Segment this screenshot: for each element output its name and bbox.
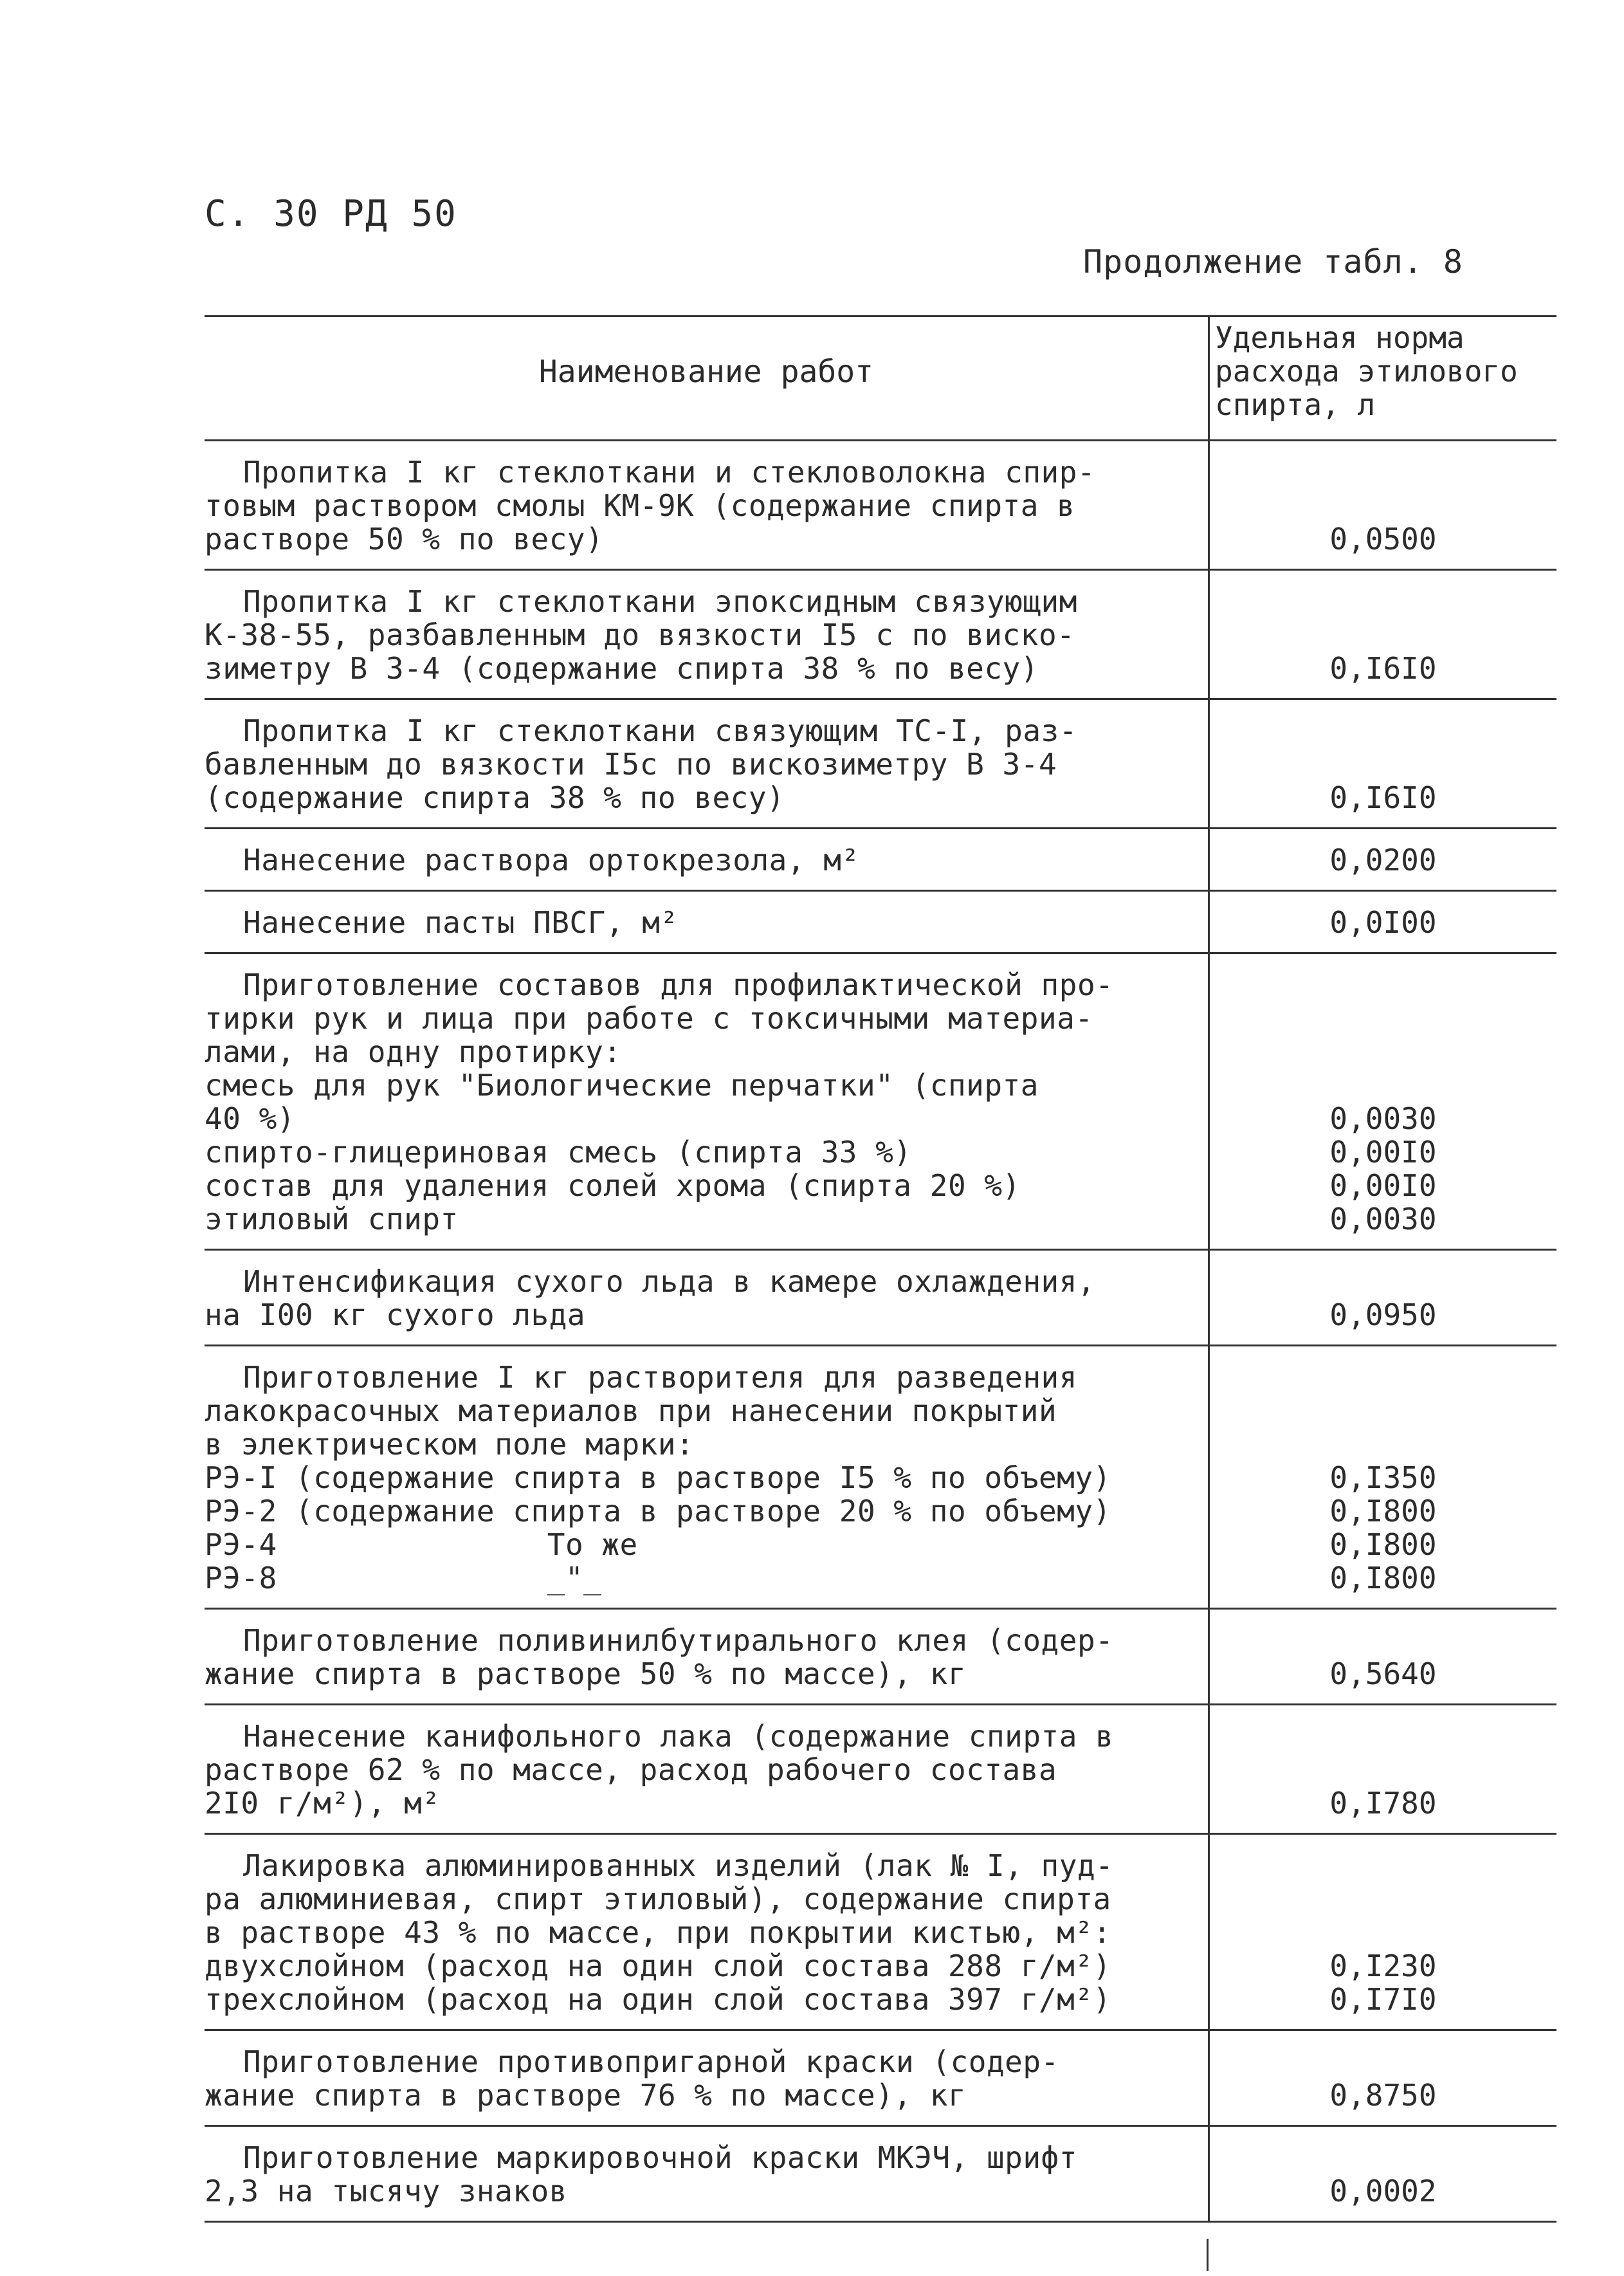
description-line: Пропитка I кг стеклоткани связующим ТС-I, раз- bbox=[243, 713, 1077, 748]
description-line: Нанесение канифольного лака (содержание спирта в bbox=[243, 1719, 1114, 1754]
description-line: (содержание спирта 38 % по весу) bbox=[205, 780, 785, 815]
description-line: в растворе 43 % по массе, при покрытии кистью, м²: bbox=[205, 1915, 1111, 1950]
description-line: товым раствором смолы КМ-9К (содержание спирта в bbox=[205, 488, 1075, 523]
description-line: лакокрасочных материалов при нанесении покрытий bbox=[205, 1393, 1057, 1428]
table-row bbox=[205, 2127, 1556, 2223]
norm-value: 0,0500 bbox=[1329, 522, 1437, 556]
sub-item-line bbox=[205, 1169, 1201, 1202]
page-reference: С. 30 РД 50 bbox=[205, 193, 457, 235]
norm-value: 0,00I0 bbox=[1329, 1135, 1437, 1170]
column-header-norm bbox=[1208, 317, 1556, 439]
norm-value: 0,I350 bbox=[1329, 1460, 1437, 1495]
norm-values bbox=[1208, 2127, 1556, 2221]
sub-item-line bbox=[205, 1983, 1201, 2016]
sub-item-line bbox=[205, 1202, 1201, 1236]
table-body bbox=[205, 441, 1556, 2223]
ditto-note: То же bbox=[547, 1527, 638, 1562]
table-row bbox=[205, 571, 1556, 700]
work-description bbox=[205, 441, 1208, 569]
description-line: Нанесение пасты ПВСГ, м² bbox=[243, 905, 679, 940]
table-row bbox=[205, 441, 1556, 571]
norm-value: 0,I6I0 bbox=[1329, 780, 1437, 815]
norm-values bbox=[1208, 2031, 1556, 2125]
norm-value: 0,00I0 bbox=[1329, 1168, 1437, 1203]
norm-value: 0,I6I0 bbox=[1329, 651, 1437, 686]
sub-item-line bbox=[205, 1494, 1201, 1528]
norm-value: 0,8750 bbox=[1329, 2078, 1437, 2113]
table-row bbox=[205, 1705, 1556, 1835]
norm-value: 0,I800 bbox=[1329, 1561, 1437, 1595]
sub-item-text: РЭ-I (содержание спирта в растворе I5 % по объему) bbox=[205, 1460, 1111, 1495]
description-line: 2I0 г/м²), м² bbox=[205, 1786, 441, 1821]
table-row bbox=[205, 892, 1556, 954]
description-line: лами, на одну протирку: bbox=[205, 1034, 622, 1069]
work-description bbox=[205, 700, 1208, 827]
description-line: в электрическом поле марки: bbox=[205, 1427, 695, 1462]
sub-item-text: смесь для рук "Биологические перчатки" (спирта bbox=[205, 1068, 1039, 1103]
sub-item-line bbox=[205, 1949, 1201, 1983]
work-description bbox=[205, 1835, 1208, 2029]
norm-values bbox=[1208, 1835, 1556, 2029]
description-line: ра алюминиевая, спирт этиловый), содержание спирта bbox=[205, 1882, 1111, 1916]
description-line: Приготовление I кг растворителя для разведения bbox=[243, 1360, 1077, 1395]
description-line: Приготовление противопригарной краски (содер- bbox=[243, 2044, 1059, 2079]
description-line: Приготовление маркировочной краски МКЭЧ, шрифт bbox=[243, 2140, 1077, 2175]
description-line: жание спирта в растворе 76 % по массе), кг bbox=[205, 2078, 967, 2113]
description-line: зиметру В 3-4 (содержание спирта 38 % по весу) bbox=[205, 651, 1039, 686]
sub-item-text: РЭ-4 bbox=[205, 1527, 277, 1562]
sub-item-text: спирто-глицериновая смесь (спирта 33 %) bbox=[205, 1135, 912, 1170]
norm-values bbox=[1208, 954, 1556, 1249]
table-row bbox=[205, 2031, 1556, 2127]
table-row bbox=[205, 1346, 1556, 1610]
norm-values bbox=[1208, 1251, 1556, 1344]
work-description bbox=[205, 1346, 1208, 1608]
description-line: жание спирта в растворе 50 % по массе), кг bbox=[205, 1657, 967, 1691]
description-line: на I00 кг сухого льда bbox=[205, 1298, 586, 1332]
norm-value: 0,I800 bbox=[1329, 1494, 1437, 1528]
description-line: Приготовление составов для профилактической про- bbox=[243, 968, 1114, 1002]
table-row bbox=[205, 1610, 1556, 1705]
work-description bbox=[205, 1705, 1208, 1833]
sub-item-line bbox=[205, 1561, 1201, 1595]
description-line: Нанесение раствора ортокрезола, м² bbox=[243, 843, 860, 877]
description-line: Пропитка I кг стеклоткани эпоксидным связующим bbox=[243, 584, 1077, 619]
description-line: Пропитка I кг стеклоткани и стекловолокна спир- bbox=[243, 455, 1096, 490]
norm-values bbox=[1208, 1705, 1556, 1833]
norms-table bbox=[205, 315, 1556, 2223]
table-row bbox=[205, 954, 1556, 1251]
table-row bbox=[205, 1835, 1556, 2031]
work-description bbox=[205, 2127, 1208, 2221]
description-line: Интенсификация сухого льда в камере охлаждения, bbox=[243, 1264, 1096, 1299]
norm-value: 0,0002 bbox=[1329, 2174, 1437, 2208]
column-header-norm-line: Удельная норма bbox=[1215, 320, 1464, 355]
sub-item-text: 40 %) bbox=[205, 1101, 295, 1136]
description-line: растворе 62 % по массе, расход рабочего состава bbox=[205, 1752, 1057, 1787]
description-line: 2,3 на тысячу знаков bbox=[205, 2174, 567, 2208]
table-continuation-title: Продолжение табл. 8 bbox=[1083, 243, 1463, 280]
norm-value: 0,0030 bbox=[1329, 1202, 1437, 1236]
norm-values bbox=[1208, 892, 1556, 952]
column-divider-tail bbox=[1207, 2239, 1209, 2271]
column-header-work-name: Наименование работ bbox=[538, 354, 874, 390]
sub-item-text: РЭ-8 bbox=[205, 1561, 277, 1595]
sub-item-line bbox=[205, 1528, 1201, 1561]
norm-value: 0,5640 bbox=[1329, 1657, 1437, 1691]
sub-item-line bbox=[205, 1102, 1201, 1135]
description-line: Лакировка алюминированных изделий (лак № I, пуд- bbox=[243, 1848, 1114, 1883]
norm-value: 0,0I00 bbox=[1329, 905, 1437, 940]
column-header-norm-line: спирта, л bbox=[1215, 387, 1376, 422]
norm-values bbox=[1208, 700, 1556, 827]
description-line: растворе 50 % по весу) bbox=[205, 522, 604, 556]
sub-item-text: этиловый спирт bbox=[205, 1202, 459, 1236]
norm-value: 0,0030 bbox=[1329, 1101, 1437, 1136]
column-header-norm-line: расхода этилового bbox=[1215, 354, 1518, 389]
description-line: К-38-55, разбавленным до вязкости I5 с по виско- bbox=[205, 618, 1075, 652]
table-row bbox=[205, 829, 1556, 892]
table-row bbox=[205, 700, 1556, 829]
norm-values bbox=[1208, 1610, 1556, 1703]
description-line: Приготовление поливинилбутирального клея (содер- bbox=[243, 1623, 1114, 1658]
table-row bbox=[205, 1251, 1556, 1346]
norm-value: 0,0950 bbox=[1329, 1298, 1437, 1332]
description-line: бавленным до вязкости I5с по вискозиметру В 3-4 bbox=[205, 747, 1057, 782]
sub-item-line bbox=[205, 1135, 1201, 1169]
work-description bbox=[205, 829, 1208, 890]
norm-values bbox=[1208, 441, 1556, 569]
description-line: тирки рук и лица при работе с токсичными материа- bbox=[205, 1001, 1093, 1036]
norm-value: 0,I800 bbox=[1329, 1527, 1437, 1562]
work-description bbox=[205, 892, 1208, 952]
norm-values bbox=[1208, 571, 1556, 698]
norm-value: 0,I7I0 bbox=[1329, 1982, 1437, 2017]
sub-item-text: РЭ-2 (содержание спирта в растворе 20 % по объему) bbox=[205, 1494, 1111, 1528]
ditto-note: _"_ bbox=[547, 1561, 602, 1595]
work-description bbox=[205, 954, 1208, 1249]
norm-value: 0,I230 bbox=[1329, 1949, 1437, 1983]
norm-value: 0,0200 bbox=[1329, 843, 1437, 877]
work-description bbox=[205, 571, 1208, 698]
sub-item-text: трехслойном (расход на один слой состава 397 г/м²) bbox=[205, 1982, 1111, 2017]
work-description bbox=[205, 2031, 1208, 2125]
sub-item-line bbox=[205, 1069, 1201, 1102]
norm-values bbox=[1208, 1346, 1556, 1608]
norm-values bbox=[1208, 829, 1556, 890]
table-header bbox=[205, 317, 1556, 441]
sub-item-text: состав для удаления солей хрома (спирта 20 %) bbox=[205, 1168, 1021, 1203]
sub-item-text: двухслойном (расход на один слой состава 288 г/м²) bbox=[205, 1949, 1111, 1983]
work-description bbox=[205, 1610, 1208, 1703]
sub-item-line bbox=[205, 1461, 1201, 1494]
norm-value: 0,I780 bbox=[1329, 1786, 1437, 1821]
work-description bbox=[205, 1251, 1208, 1344]
